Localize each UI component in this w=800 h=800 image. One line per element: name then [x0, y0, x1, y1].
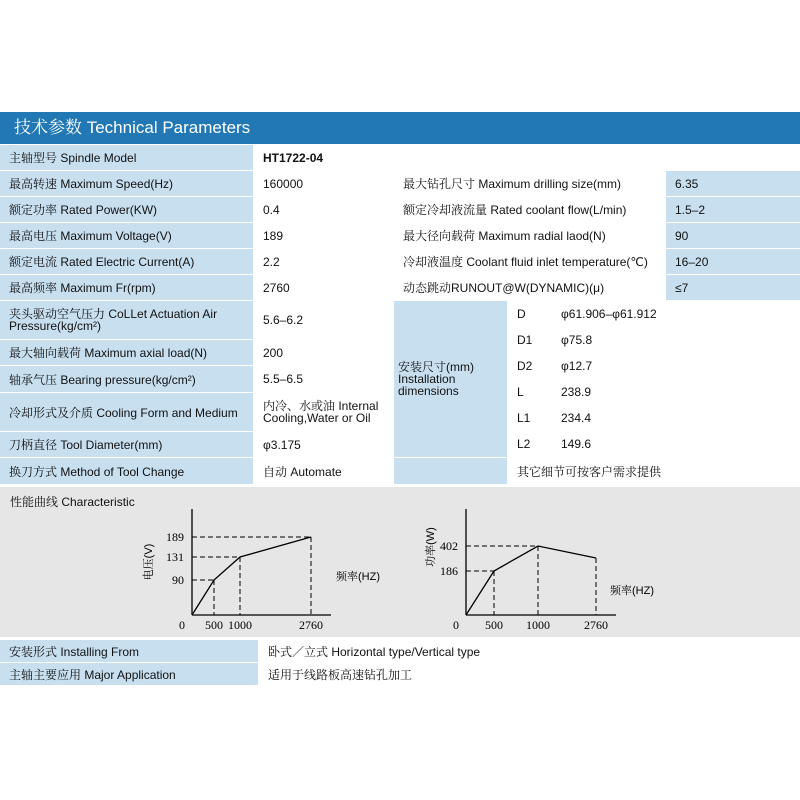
x-tick-label: 500 [485, 618, 503, 632]
install-label: 安装尺寸(mm) Installation dimensions [394, 301, 507, 457]
spec-value: 2760 [254, 275, 393, 300]
install-value: φ61.906–φ61.912 [552, 301, 800, 326]
spec-label: 最高转速 Maximum Speed(Hz) [0, 171, 253, 196]
spec-value: 90 [666, 223, 800, 248]
spec-label: 动态跳动RUNOUT@W(DYNAMIC)(μ) [394, 275, 665, 300]
spec-value: 适用于线路板高速钻孔加工 [259, 663, 800, 685]
spec-value: 6.35 [666, 171, 800, 196]
spec-label: 刀柄直径 Tool Diameter(mm) [0, 432, 253, 457]
spec-value: 5.6–6.2 [254, 301, 393, 339]
x-tick-label: 1000 [228, 618, 252, 632]
spec-value: 1.5–2 [666, 197, 800, 222]
page-title: 技术参数 Technical Parameters [0, 112, 800, 144]
spec-value: 200 [254, 340, 393, 365]
spec-value: 160000 [254, 171, 393, 196]
spec-value: 189 [254, 223, 393, 248]
spec-label: 冷却液温度 Coolant fluid inlet temperature(℃) [394, 249, 665, 274]
spec-label: 安装形式 Installing From [0, 640, 258, 662]
install-value: φ12.7 [552, 353, 800, 378]
install-key: L [508, 379, 551, 404]
spec-label: 轴承气压 Bearing pressure(kg/cm²) [0, 366, 253, 392]
y-tick-label: 402 [440, 539, 458, 553]
spec-empty [394, 145, 800, 170]
spec-label: 额定冷却液流量 Rated coolant flow(L/min) [394, 197, 665, 222]
x-tick-label: 2760 [584, 618, 608, 632]
characteristic-charts [0, 487, 800, 637]
spec-label: 主轴主要应用 Major Application [0, 663, 258, 685]
install-value: 149.6 [552, 431, 800, 456]
spec-label: 换刀方式 Method of Tool Change [0, 458, 253, 484]
characteristic-title: 性能曲线 Characteristic [10, 495, 135, 509]
install-value: 234.4 [552, 405, 800, 430]
spec-label: 最高频率 Maximum Fr(rpm) [0, 275, 253, 300]
spec-label: 额定功率 Rated Power(KW) [0, 197, 253, 222]
spec-value: φ3.175 [254, 432, 393, 457]
spec-label: 最高电压 Maximum Voltage(V) [0, 223, 253, 248]
x-tick-label: 0 [179, 618, 185, 632]
install-key: L1 [508, 405, 551, 430]
series-line [192, 537, 311, 615]
x-axis-label: 频率(HZ) [610, 585, 654, 597]
y-axis-label: 功率(W) [425, 527, 437, 567]
install-value: φ75.8 [552, 327, 800, 352]
x-tick-label: 2760 [299, 618, 323, 632]
y-tick-label: 189 [166, 530, 184, 544]
spec-label: 额定电流 Rated Electric Current(A) [0, 249, 253, 274]
x-tick-label: 1000 [526, 618, 550, 632]
y-axis-label: 电压(V) [143, 543, 155, 581]
x-tick-label: 0 [453, 618, 459, 632]
install-key: L2 [508, 431, 551, 456]
spec-label: 冷却形式及介质 Cooling Form and Medium [0, 393, 253, 431]
x-axis-label: 频率(HZ) [336, 571, 380, 583]
x-tick-label: 500 [205, 618, 223, 632]
y-tick-label: 131 [166, 550, 184, 564]
spec-label: 夹头驱动空气压力 CoLLet Actuation Air Pressure(kg/cm²) [0, 301, 253, 339]
spec-value: 16–20 [666, 249, 800, 274]
y-tick-label: 90 [172, 573, 184, 587]
spec-value: 2.2 [254, 249, 393, 274]
spec-value: 内冷、水或油 Internal Cooling,Water or Oil [254, 393, 393, 431]
spec-value: 卧式／立式 Horizontal type/Vertical type [259, 640, 800, 662]
spec-label: 主轴型号 Spindle Model [0, 145, 253, 170]
install-key: D1 [508, 327, 551, 352]
spec-label: 最大钻孔尺寸 Maximum drilling size(mm) [394, 171, 665, 196]
install-value: 238.9 [552, 379, 800, 404]
install-key: D [508, 301, 551, 326]
spec-value: ≤7 [666, 275, 800, 300]
y-tick-label: 186 [440, 564, 458, 578]
spec-label: 最大径向载荷 Maximum radial laod(N) [394, 223, 665, 248]
spec-value: HT1722-04 [254, 145, 393, 170]
spec-value: 0.4 [254, 197, 393, 222]
install-key: D2 [508, 353, 551, 378]
spec-value: 5.5–6.5 [254, 366, 393, 392]
spec-label: 最大轴向载荷 Maximum axial load(N) [0, 340, 253, 365]
spec-value: 自动 Automate [254, 458, 393, 484]
install-note: 其它细节可按客户需求提供 [508, 458, 800, 484]
install-filler [394, 458, 507, 484]
series-line [466, 546, 596, 615]
